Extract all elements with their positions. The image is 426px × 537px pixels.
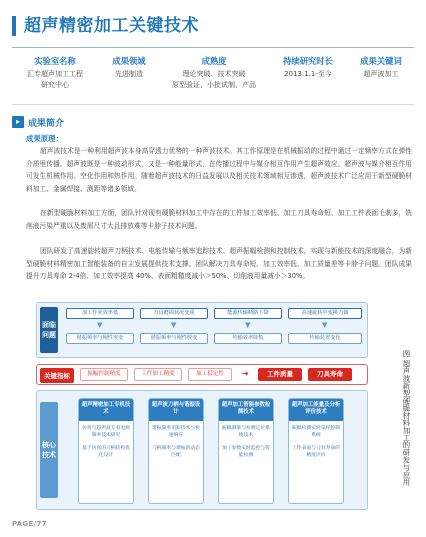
principle-heading: 成果原理： [26,134,63,143]
technology-diagram [36,302,368,510]
meta-divider [12,104,414,105]
indicator-box: 振幅控制精度 [80,368,128,381]
core-tech-label: 核心技术 [40,402,58,498]
problem-box: 高速旋转中变换力偶 [288,308,362,319]
meta-value: 先进制造 [115,70,143,78]
meta-value: 理论突破、技术突破 [182,70,246,78]
tech-card-title: 超声精密加工专机技术 [79,399,133,421]
tech-card [218,398,274,504]
tech-card-title: 超声波刀柄与谐振设计 [149,399,203,421]
arrow-down-icon: ▼ [322,321,328,329]
page-number: PAGE/77 [12,520,47,528]
meta-header: 成果关键词 [360,56,402,66]
tech-card-body [79,421,133,469]
tech-card [288,398,344,504]
tech-card-body [289,421,343,469]
meta-field [98,55,160,100]
tech-card-item: 加工参数实时监控与智能检测 [222,446,270,458]
meta-duration [268,55,348,100]
title-accent-bar [12,16,16,36]
problems-label: 面临问题 [40,307,58,353]
meta-value: 汇专超声加工工程 [27,70,83,78]
arrow-down-icon: ▼ [97,321,103,329]
tech-card-title: 超声加工能量及分析评价技术 [289,399,343,421]
meta-value: 超声波加工 [363,70,399,78]
tech-card-title: 超声加工智能参数检测技术 [219,399,273,421]
meta-value: 2013.1.1-至今 [284,70,332,78]
tech-card-item: 基于仿真的刀柄结构优化设计 [82,446,130,458]
meta-row [12,55,414,100]
meta-header: 成熟度 [201,56,227,66]
arrow-down-icon: ▼ [245,321,251,329]
cause-box: 传输效率降低 [214,333,282,344]
meta-lab [12,55,98,100]
figure-caption: 图 超声波新型硬脆材料加工的研发与应用 [402,350,411,486]
key-indicators-label: 关键指标 [40,368,74,383]
meta-value: 原型验证、小批试制、产品 [172,81,256,89]
meta-header: 实验室名称 [34,56,76,66]
meta-header: 持续研究时长 [283,56,333,66]
meta-keyword [348,55,414,100]
page-title: 超声精密加工关键技术 [24,16,199,36]
meta-maturity [160,55,268,100]
cause-box: 谐振频率与刚性突变 [66,333,134,344]
tech-card [148,398,204,504]
title-block [12,14,416,40]
result-box: 刀具寿命 [308,368,352,381]
tech-card-body [219,421,273,469]
cause-box: 传输装置变化 [288,333,362,344]
indicator-box: 工件加工精度 [134,368,182,381]
tech-card-item: 振幅测量与检测定位系统技术 [222,426,270,438]
tech-card [78,398,134,504]
tech-card-item: 工件表面与刀具寿命的精度评价 [292,446,340,458]
paragraph: 超声波技术是一种利用超声波本身高穿透力优势的一种声波技术。其工作原理是在机械振动的过程中通过一定频率方式在弹性介质里传播。超声波既是一种波动形式，又是一种能量形式，在传播过程中与媒介相互作用产生超声效应。超声波与媒介相互作用可发生机械作用、空化作用和热作用。随着超声波技术的日益发展以及相关技术领域相互渗透，超声波技术广泛应用于新型硬脆材料加工、金属焊接、测距等诸多领域。 [26,147,412,193]
title-divider [12,47,414,48]
arrow-right-icon: ➜ [242,369,249,378]
problem-box: 能源传输断路下降 [214,308,282,319]
section-title: 成果简介 [28,118,65,129]
cause-box: 谐振频率与刚性脱变 [140,333,208,344]
paragraph: 团队研发了高速旋转超声刀柄技术、电能传输与频率追踪技术、超声振幅检测和控制技术，实现与新能技术的深度融合，为新型硬脆材料精密加工智能装备的自主发展提供技术支撑。团队解决刀具寿命短、加工效率低、加工质量差等卡脖子问题。团队成果提升刀具寿命 2-4倍、加工效率提高 40%、表面粗糙度减小＞50%、切削液用量减小＞30%。 [26,247,412,281]
result-box: 工件质量 [258,368,302,381]
tech-card-item: 刀柄频率与谐振的动态匹配 [152,446,200,458]
paragraph: 在新型硬脆材料加工方面，团队针对现有硬脆材料加工中存在的工件加工效率低、加工刀具寿命短、加工工件表面毛刺多，铣削液污染严重以及废屑尺寸大且排放难等卡脖子技术问题。 [26,209,412,230]
arrow-down-icon: ▼ [171,321,177,329]
tech-card-item: 振幅检测实时采样控制系统 [292,426,340,438]
meta-value: 研究中心 [41,81,69,89]
meta-header: 成果领域 [112,56,146,66]
tech-card-item: 谐振频率追踪技术与快速响应 [152,426,200,438]
tech-card-body [149,421,203,469]
tech-card-item: 仿真与超声波专有电源频率技术研究 [82,426,130,438]
chevron-right-icon: ▸ [12,116,24,128]
indicator-box: 加工稳定性 [188,368,232,381]
problem-box: 加工作业效率低 [66,308,134,319]
section-header [12,115,64,129]
problem-box: 刀具磨损状况变重 [140,308,208,319]
